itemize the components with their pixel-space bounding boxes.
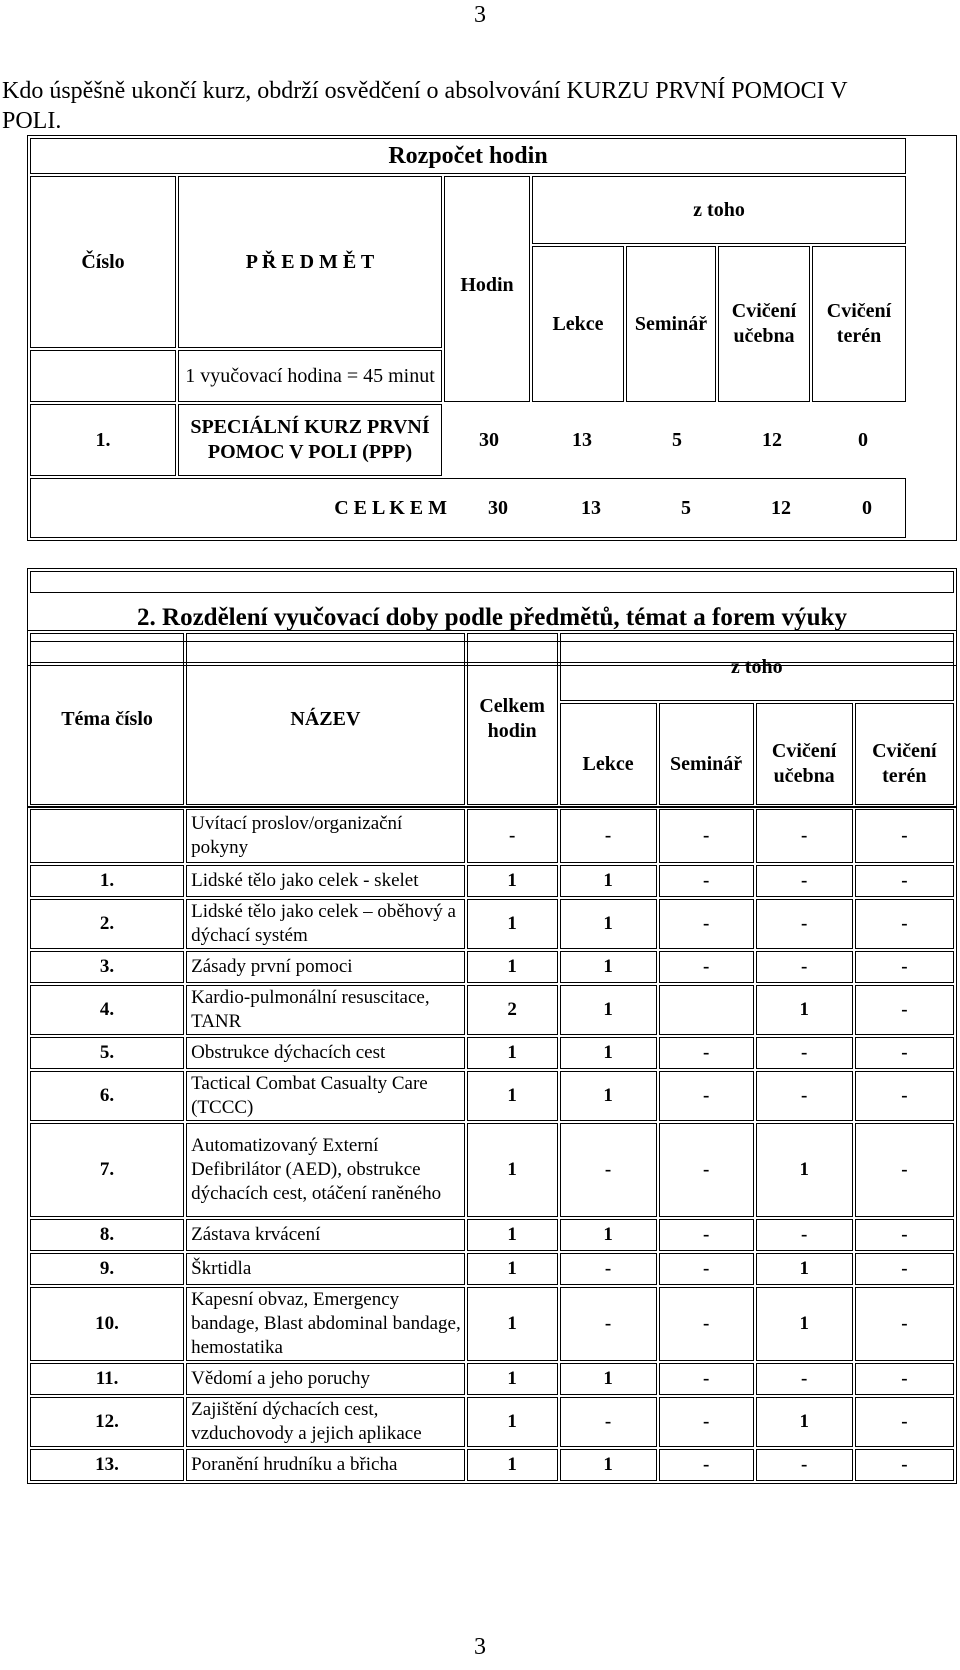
hour-note: 1 vyučovací hodina = 45 minut [178, 350, 442, 402]
header-z-toho: z toho [532, 176, 906, 244]
topic-lekce: 1 [560, 1219, 657, 1251]
topic-name: Uvítací proslov/organizační pokyny [186, 809, 465, 863]
total-ucebna: 12 [771, 496, 791, 519]
topic-ucebna: 1 [756, 1397, 853, 1447]
table-row [30, 985, 954, 1035]
table-row [30, 1071, 954, 1121]
topic-ucebna: - [756, 1037, 853, 1069]
table-row [30, 1253, 954, 1285]
blank-row [30, 571, 954, 593]
topic-name: Zástava krvácení [186, 1219, 465, 1251]
header-z-toho-2: z toho [560, 633, 955, 701]
topic-name: Škrtidla [186, 1253, 465, 1285]
table-row [30, 1287, 954, 1361]
topic-number: 11. [30, 1363, 184, 1395]
budget-row-number: 1. [30, 404, 176, 476]
topic-celkem: 1 [467, 1363, 558, 1395]
topic-celkem: 1 [467, 951, 558, 983]
topic-ucebna: - [756, 809, 853, 863]
intro-paragraph: Kdo úspěšně ukončí kurz, obdrží osvědčení o absolvování KURZU PRVNÍ POMOCI V POLI. [2, 78, 848, 134]
topic-ucebna: - [756, 1363, 853, 1395]
header-nazev: NÁZEV [186, 633, 465, 805]
table-row [30, 1219, 954, 1251]
topic-ucebna: 1 [756, 1253, 853, 1285]
budget-row-ucebna: 12 [762, 428, 782, 451]
topic-ucebna: 1 [756, 1123, 853, 1217]
topic-celkem: 1 [467, 1219, 558, 1251]
topic-seminar [659, 985, 754, 1035]
header-cviceni-teren: Cvičení terén [812, 246, 906, 402]
topic-name: Zásady první pomoci [186, 951, 465, 983]
total-lekce: 13 [581, 496, 601, 519]
header-tema-cislo: Téma číslo [30, 633, 184, 805]
topic-ucebna: - [756, 865, 853, 897]
header-cislo: Číslo [30, 176, 176, 348]
topic-lekce: 1 [560, 1449, 657, 1481]
topic-lekce: 1 [560, 951, 657, 983]
topic-lekce: 1 [560, 985, 657, 1035]
topic-celkem: 1 [467, 1287, 558, 1361]
topic-ucebna: - [756, 951, 853, 983]
topic-lekce: - [560, 1287, 657, 1361]
topic-seminar: - [659, 1071, 754, 1121]
budget-row-seminar: 5 [672, 428, 682, 451]
topic-teren: - [855, 865, 954, 897]
page-number-bottom: 3 [474, 1634, 486, 1660]
table-row [30, 1123, 954, 1217]
header-lekce-2: Lekce [560, 703, 657, 805]
total-label: C E L K E M [334, 496, 447, 519]
topic-celkem: 1 [467, 1037, 558, 1069]
topic-seminar: - [659, 951, 754, 983]
topic-ucebna: - [756, 1071, 853, 1121]
topic-seminar: - [659, 809, 754, 863]
topic-name: Lidské tělo jako celek - skelet [186, 865, 465, 897]
topic-lekce: - [560, 809, 657, 863]
total-seminar: 5 [681, 496, 691, 519]
table-row [30, 951, 954, 983]
table-row [30, 899, 954, 949]
topic-name: Poranění hrudníku a břicha [186, 1449, 465, 1481]
topic-teren: - [855, 1037, 954, 1069]
header-lekce: Lekce [532, 246, 624, 402]
budget-row-teren: 0 [858, 428, 868, 451]
topic-name: Zajištění dýchacích cest, vzduchovody a jejich aplikace [186, 1397, 465, 1447]
topic-celkem: 1 [467, 1253, 558, 1285]
header-celkem-hodin: Celkem hodin [467, 633, 558, 805]
topic-number: 7. [30, 1123, 184, 1217]
topic-ucebna: - [756, 1219, 853, 1251]
topic-number: 3. [30, 951, 184, 983]
topic-seminar: - [659, 1363, 754, 1395]
topic-celkem: 1 [467, 865, 558, 897]
topic-number: 12. [30, 1397, 184, 1447]
topic-number: 4. [30, 985, 184, 1035]
topic-seminar: - [659, 1253, 754, 1285]
topic-teren: - [855, 1397, 954, 1447]
topic-celkem: 1 [467, 1449, 558, 1481]
topic-teren: - [855, 1253, 954, 1285]
header-seminar-2: Seminář [659, 703, 754, 805]
topic-seminar: - [659, 865, 754, 897]
header-cviceni-teren-2: Cvičení terén [855, 703, 954, 805]
note-spacer [30, 350, 176, 402]
topic-number: 9. [30, 1253, 184, 1285]
page-number-top: 3 [474, 2, 486, 28]
topic-teren: - [855, 1363, 954, 1395]
topic-seminar: - [659, 1397, 754, 1447]
topic-lekce: 1 [560, 1363, 657, 1395]
topic-name: Lidské tělo jako celek – oběhový a dýchací systém [186, 899, 465, 949]
table-row [30, 1037, 954, 1069]
topic-celkem: 2 [467, 985, 558, 1035]
topic-number: 13. [30, 1449, 184, 1481]
header-predmet: P Ř E D M Ě T [178, 176, 442, 348]
topic-lekce: - [560, 1253, 657, 1285]
topic-teren: - [855, 1287, 954, 1361]
topic-ucebna: 1 [756, 985, 853, 1035]
topic-lekce: - [560, 1397, 657, 1447]
header-hodin: Hodin [444, 176, 530, 402]
topic-teren: - [855, 1449, 954, 1481]
topic-teren: - [855, 985, 954, 1035]
budget-table-title: Rozpočet hodin [30, 138, 906, 174]
budget-row-hodin: 30 [479, 428, 499, 451]
topic-number [30, 809, 184, 863]
topic-seminar: - [659, 899, 754, 949]
topic-name: Kardio-pulmonální resuscitace, TANR [186, 985, 465, 1035]
header-cviceni-ucebna-2: Cvičení učebna [756, 703, 853, 805]
topics-header-table [27, 630, 957, 808]
total-teren: 0 [862, 496, 872, 519]
topic-celkem: 1 [467, 1071, 558, 1121]
topic-name: Obstrukce dýchacích cest [186, 1037, 465, 1069]
topic-celkem: 1 [467, 899, 558, 949]
topic-teren: - [855, 1219, 954, 1251]
topics-table [27, 806, 957, 1484]
topic-celkem: 1 [467, 1123, 558, 1217]
topic-seminar: - [659, 1287, 754, 1361]
budget-table [27, 135, 957, 541]
header-cviceni-ucebna: Cvičení učebna [718, 246, 810, 402]
topic-number: 2. [30, 899, 184, 949]
total-hodin: 30 [488, 496, 508, 519]
table-row [30, 1449, 954, 1481]
topic-ucebna: - [756, 899, 853, 949]
table-row [30, 809, 954, 863]
topic-celkem: - [467, 809, 558, 863]
topic-name: Vědomí a jeho poruchy [186, 1363, 465, 1395]
budget-row-lekce: 13 [572, 428, 592, 451]
header-seminar: Seminář [626, 246, 716, 402]
topic-name: Automatizovaný Externí Defibrilátor (AED), obstrukce dýchacích cest, otáčení raněného [186, 1123, 465, 1217]
table-row [30, 865, 954, 897]
topic-number: 1. [30, 865, 184, 897]
topic-name: Kapesní obvaz, Emergency bandage, Blast abdominal bandage, hemostatika [186, 1287, 465, 1361]
topic-teren: - [855, 899, 954, 949]
topic-seminar: - [659, 1449, 754, 1481]
topic-lekce: 1 [560, 899, 657, 949]
topic-name: Tactical Combat Casualty Care (TCCC) [186, 1071, 465, 1121]
topic-ucebna: 1 [756, 1287, 853, 1361]
topic-seminar: - [659, 1037, 754, 1069]
topic-teren: - [855, 1071, 954, 1121]
topic-teren: - [855, 1123, 954, 1217]
topic-ucebna: - [756, 1449, 853, 1481]
topic-teren: - [855, 809, 954, 863]
topic-lekce: 1 [560, 1037, 657, 1069]
topic-lekce: 1 [560, 865, 657, 897]
table-row [30, 1363, 954, 1395]
topic-lekce: - [560, 1123, 657, 1217]
budget-row-subject: SPECIÁLNÍ KURZ PRVNÍ POMOC V POLI (PPP) [178, 404, 442, 476]
topic-number: 10. [30, 1287, 184, 1361]
topic-lekce: 1 [560, 1071, 657, 1121]
topic-number: 5. [30, 1037, 184, 1069]
topic-celkem: 1 [467, 1397, 558, 1447]
topic-seminar: - [659, 1123, 754, 1217]
topic-number: 6. [30, 1071, 184, 1121]
section2-title: 2. Rozdělení vyučovací doby podle předmětů, témat a forem výuky [137, 603, 847, 631]
topic-number: 8. [30, 1219, 184, 1251]
topic-teren: - [855, 951, 954, 983]
table-row [30, 1397, 954, 1447]
topic-seminar: - [659, 1219, 754, 1251]
